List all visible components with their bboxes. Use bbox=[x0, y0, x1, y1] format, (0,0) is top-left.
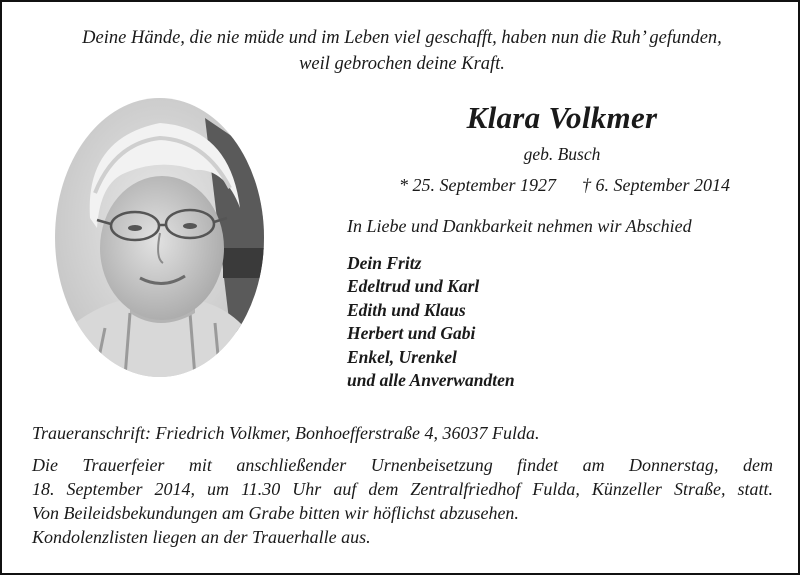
quote-line-1: Deine Hände, die nie müde und im Leben viel geschafft, haben nun die Ruh’ gefunden, bbox=[82, 28, 722, 48]
mourner-item: Edith und Klaus bbox=[347, 299, 466, 320]
mourner-item: Enkel, Urenkel bbox=[347, 346, 457, 367]
mourning-address: Traueranschrift: Friedrich Volkmer, Bonhoefferstraße 4, 36037 Fulda. bbox=[32, 423, 540, 443]
ceremony-info bbox=[32, 453, 773, 549]
mourner-item: Edeltrud und Karl bbox=[347, 276, 480, 297]
death-date: † 6. September 2014 bbox=[582, 175, 730, 195]
mourners-list bbox=[347, 252, 515, 392]
maiden-name: geb. Busch bbox=[523, 144, 601, 164]
quote-line-2: weil gebrochen deine Kraft. bbox=[299, 54, 505, 74]
birth-date: * 25. September 1927 bbox=[399, 175, 556, 195]
mourner-item: Dein Fritz bbox=[347, 253, 422, 273]
deceased-name: Klara Volkmer bbox=[466, 100, 658, 135]
mourner-item: und alle Anverwandten bbox=[347, 370, 515, 391]
farewell-text: In Liebe und Dankbarkeit nehmen wir Abschied bbox=[347, 216, 692, 236]
ceremony-line-3: Von Beileidsbekundungen am Grabe bitten wir höflichst abzusehen. bbox=[32, 503, 519, 523]
ceremony-line-4: Kondolenzlisten liegen an der Trauerhalle aus. bbox=[32, 527, 371, 547]
ceremony-line-2: 18. September 2014, um 11.30 Uhr auf dem Zentralfriedhof Fulda, Künzeller Straße, statt. bbox=[32, 479, 773, 499]
portrait-photo bbox=[55, 98, 264, 377]
ceremony-line-1: Die Trauerfeier mit anschließender Urnenbeisetzung findet am Donnerstag, dem bbox=[32, 455, 773, 475]
mourner-item: Herbert und Gabi bbox=[347, 323, 476, 344]
memorial-quote bbox=[2, 25, 800, 77]
